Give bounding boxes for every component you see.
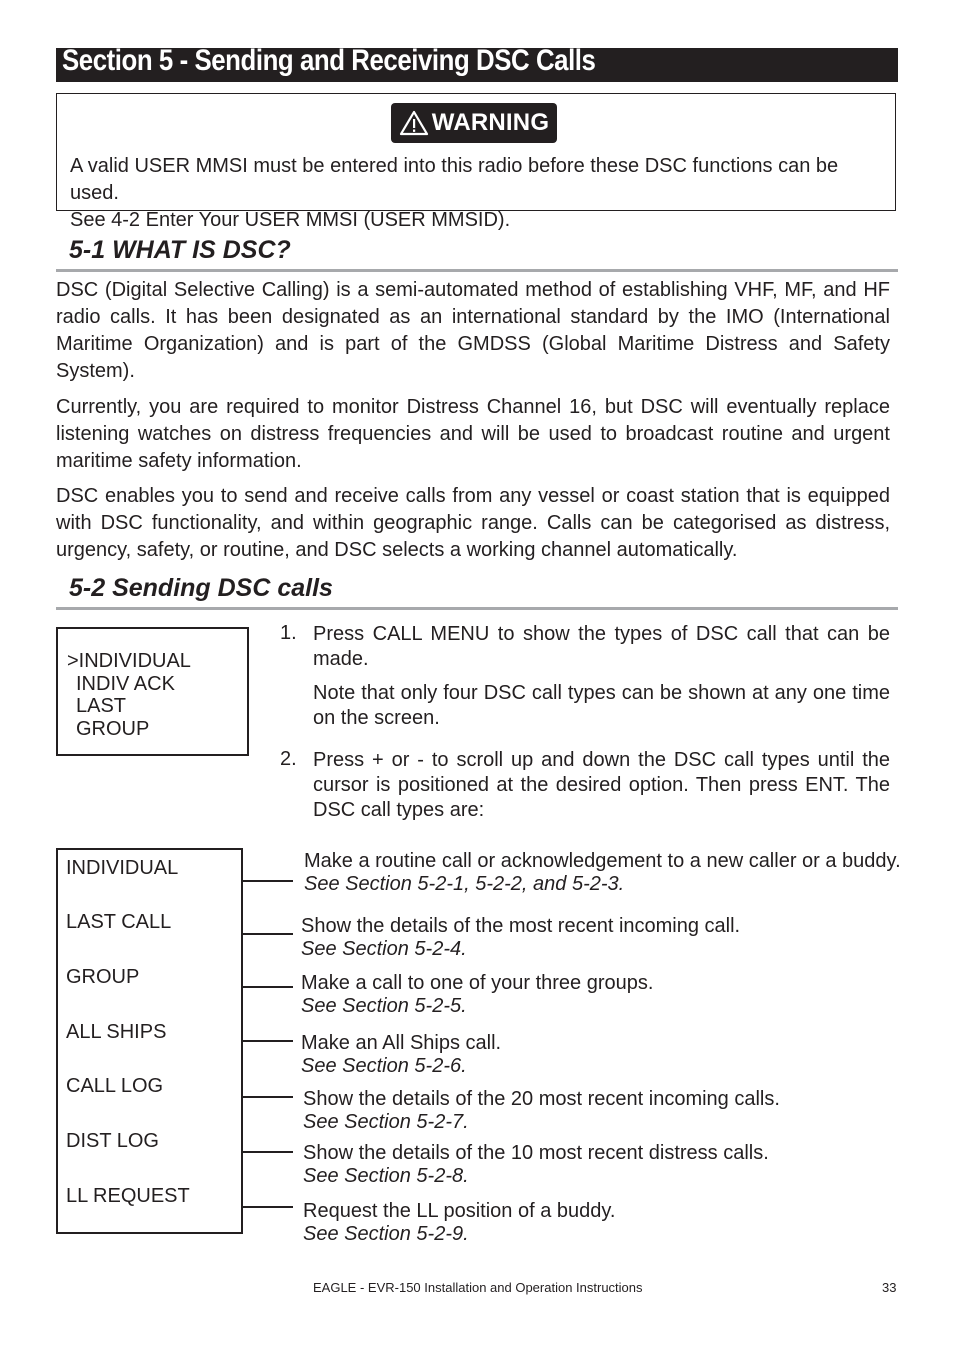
call-type-reference: See Section 5-2-9.	[303, 1223, 469, 1245]
paragraph: DSC (Digital Selective Calling) is a semi-automated method of establishing VHF, MF, and HF radio calls. It has been designated as an international standard by the IMO (International Maritime Organization) and is part of the GMDSS (Global Maritime Distress and Safety System).	[56, 279, 890, 382]
leader-line	[243, 1206, 293, 1208]
heading-rule	[56, 607, 898, 610]
call-type-reference: See Section 5-2-5.	[301, 995, 467, 1017]
call-type-description: Show the details of the 20 most recent incoming calls.	[303, 1088, 780, 1110]
call-type-reference: See Section 5-2-7.	[303, 1111, 469, 1133]
call-type-description: Make a call to one of your three groups.	[301, 972, 654, 994]
call-type-description: Make an All Ships call.	[301, 1032, 502, 1054]
step-note: Note that only four DSC call types can be shown at any one time on the screen.	[313, 682, 890, 729]
screen-line: INDIV ACK	[76, 673, 175, 695]
page-number: 33	[882, 1280, 897, 1295]
warning-line: A valid USER MMSI must be entered into this radio before these DSC functions can be used.	[70, 155, 839, 204]
step-text: Press + or - to scroll up and down the DSC call types until the cursor is positioned at the desired option. Then press ENT. The DSC call types are:	[313, 749, 890, 821]
footer-title: EAGLE - EVR-150 Installation and Operation Instructions	[313, 1280, 643, 1295]
call-type-description: Show the details of the 10 most recent distress calls.	[303, 1142, 769, 1164]
call-type-name: LAST CALL	[66, 911, 172, 933]
leader-line	[243, 1151, 293, 1153]
call-type-reference: See Section 5-2-1, 5-2-2, and 5-2-3.	[304, 873, 625, 895]
warning-text	[70, 153, 890, 234]
call-type-name: INDIVIDUAL	[66, 857, 179, 879]
call-type-reference: See Section 5-2-8.	[303, 1165, 469, 1187]
heading-5-1: 5-1 WHAT IS DSC?	[69, 236, 291, 264]
call-type-name: CALL LOG	[66, 1075, 164, 1097]
leader-line	[243, 933, 293, 935]
call-type-name: DIST LOG	[66, 1130, 159, 1152]
paragraph: Currently, you are required to monitor Distress Channel 16, but DSC will eventually replace listening watches on distress frequencies and will be used to broadcast routine and urgent maritime safety information.	[56, 396, 890, 472]
call-type-name: ALL SHIPS	[66, 1021, 167, 1043]
call-type-name: GROUP	[66, 966, 140, 988]
call-type-description: Show the details of the most recent incoming call.	[301, 915, 741, 937]
screen-line: LAST	[76, 695, 127, 717]
warning-badge	[391, 103, 557, 143]
heading-rule	[56, 269, 898, 272]
warning-label: WARNING	[431, 109, 550, 136]
screen-line-selected: >INDIVIDUAL	[67, 650, 191, 672]
leader-line	[243, 1096, 293, 1098]
warning-line: See 4-2 Enter Your USER MMSI (USER MMSID).	[70, 209, 511, 231]
step-number: 2.	[280, 748, 297, 770]
section-title: Section 5 - Sending and Receiving DSC Calls	[62, 44, 596, 77]
call-type-reference: See Section 5-2-4.	[301, 938, 467, 960]
call-type-description: Make a routine call or acknowledgement to a new caller or a buddy.	[304, 850, 901, 872]
call-type-description: Request the LL position of a buddy.	[303, 1200, 616, 1222]
paragraph: DSC enables you to send and receive calls from any vessel or coast station that is equipped with DSC functionality, and within geographic range. Calls can be categorised as distress, urgency, safety, or routine, and DSC selects a working channel automatically.	[56, 485, 890, 561]
step-number: 1.	[280, 622, 297, 644]
call-type-reference: See Section 5-2-6.	[301, 1055, 467, 1077]
heading-5-2: 5-2 Sending DSC calls	[69, 574, 333, 602]
leader-line	[243, 1040, 293, 1042]
warning-triangle-icon	[399, 110, 429, 136]
leader-line	[243, 880, 293, 882]
call-type-name: LL REQUEST	[66, 1185, 190, 1207]
leader-line	[243, 986, 293, 988]
screen-line: GROUP	[76, 718, 150, 740]
step-text: Press CALL MENU to show the types of DSC call that can be made.	[313, 623, 890, 670]
